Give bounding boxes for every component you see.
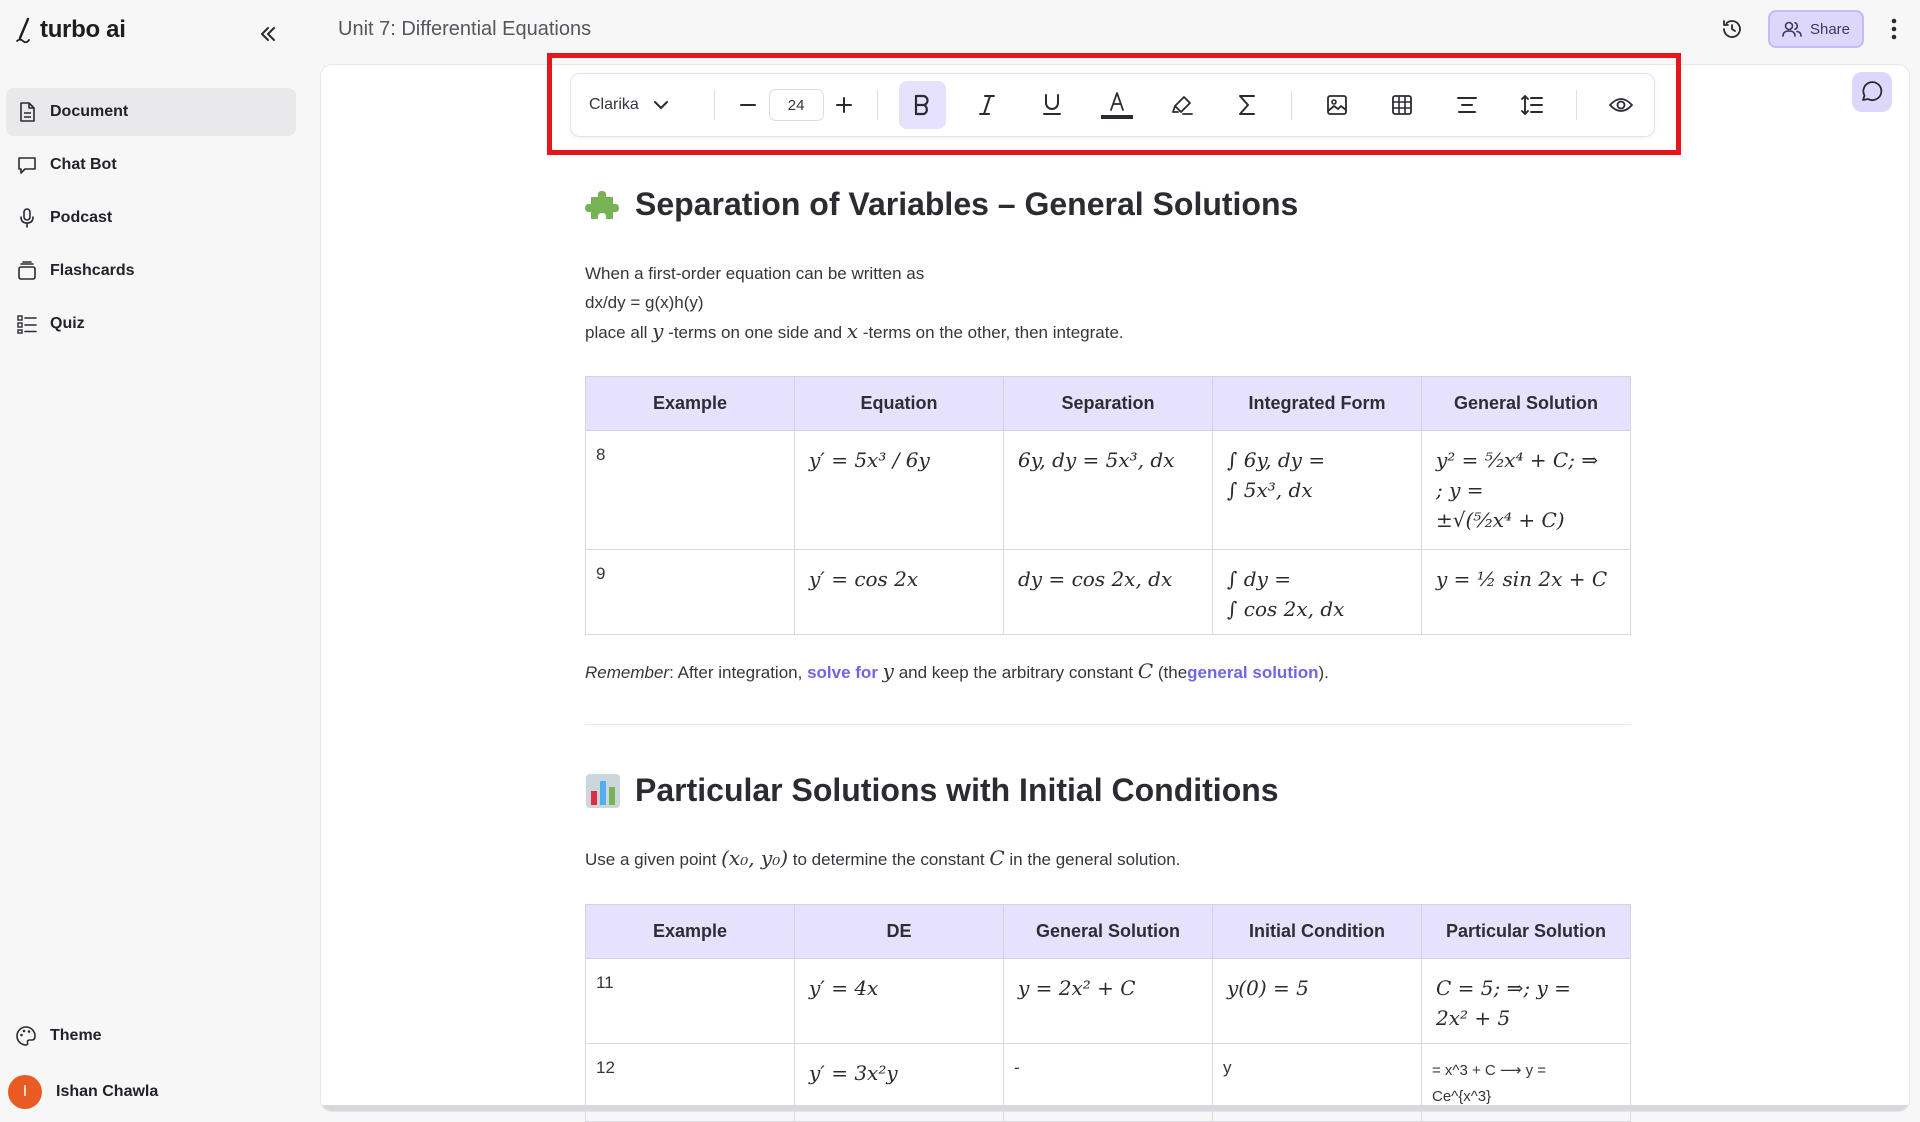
text-span: place all	[585, 323, 648, 342]
math-inline: y	[882, 659, 894, 683]
math-line: ∫ dy =	[1227, 567, 1291, 591]
table-header: General Solution	[1004, 905, 1213, 959]
table-cell[interactable]: y(0) = 5	[1213, 959, 1422, 1044]
sidebar	[0, 0, 304, 1122]
table-cell[interactable]: 12	[586, 1044, 795, 1122]
link-general-solution[interactable]: general solution	[1187, 663, 1319, 682]
sidebar-item-quiz[interactable]	[6, 300, 296, 348]
sigma-icon	[1237, 94, 1257, 116]
table-header: Initial Condition	[1213, 905, 1422, 959]
math-line: ∫ 6y, dy =	[1227, 448, 1326, 472]
text-span: to determine the constant	[792, 850, 985, 869]
divider	[585, 724, 1631, 725]
share-label: Share	[1809, 20, 1851, 38]
preview-button[interactable]	[1598, 81, 1645, 129]
toolbar-divider	[714, 90, 715, 120]
math-line: ; y =	[1436, 478, 1484, 502]
sidebar-item-label: Quiz	[50, 315, 85, 332]
table-header: Integrated Form	[1213, 377, 1422, 431]
microphone-icon	[16, 207, 38, 229]
text-line: = x^3 + C ⟶ y =	[1432, 1062, 1547, 1079]
sidebar-item-chat-bot[interactable]	[6, 141, 296, 189]
chevron-down-icon	[653, 100, 669, 110]
users-icon	[1782, 20, 1802, 38]
table-header: DE	[795, 905, 1004, 959]
line-spacing-icon	[1520, 94, 1544, 116]
math-inline: y	[652, 319, 664, 343]
checklist-icon	[16, 313, 38, 335]
share-button[interactable]	[1768, 10, 1864, 48]
math-inline: x	[846, 319, 859, 343]
message-circle-icon	[1859, 79, 1885, 105]
italic-icon	[977, 94, 997, 116]
table-header: General Solution	[1422, 377, 1631, 431]
history-icon	[1720, 17, 1744, 41]
theme-label: Theme	[50, 1027, 102, 1044]
general-solutions-table	[585, 376, 1631, 635]
document-title[interactable]: Unit 7: Differential Equations	[338, 18, 592, 40]
text-span: and keep the arbitrary constant	[898, 663, 1134, 682]
table-row	[586, 431, 1631, 550]
comments-button[interactable]	[1852, 72, 1892, 112]
section-heading[interactable]	[585, 186, 1298, 223]
table-cell[interactable]	[1422, 959, 1631, 1044]
paragraph[interactable]	[585, 259, 1124, 347]
sidebar-item-label: Chat Bot	[50, 156, 117, 173]
table-row	[586, 959, 1631, 1044]
sidebar-item-label: Podcast	[50, 209, 113, 226]
text-span: -terms on one side and	[668, 323, 843, 342]
chat-bubble-icon	[16, 154, 38, 176]
text-span: (the	[1157, 663, 1188, 682]
math-line: y² = ⁵⁄₂x⁴ + C; ⇒	[1436, 448, 1599, 472]
table-header: Equation	[795, 377, 1004, 431]
table-cell[interactable]	[1422, 431, 1631, 550]
table-cell[interactable]: y = ½ sin 2x + C	[1422, 550, 1631, 635]
font-family-select[interactable]	[571, 96, 702, 114]
user-profile[interactable]	[6, 1068, 296, 1116]
eye-icon	[1608, 95, 1634, 115]
increase-font-size-button[interactable]	[830, 81, 859, 129]
table-cell[interactable]: y = 2x² + C	[1004, 959, 1213, 1044]
insert-image-button[interactable]	[1313, 81, 1360, 129]
paragraph[interactable]	[585, 844, 1180, 874]
app-logo[interactable]	[14, 16, 126, 44]
theme-button[interactable]	[6, 1012, 296, 1060]
sidebar-item-flashcards[interactable]	[6, 247, 296, 295]
table-cell[interactable]: 6y, dy = 5x³, dx	[1004, 431, 1213, 550]
table-cell[interactable]: 9	[586, 550, 795, 635]
table-cell[interactable]: -	[1004, 1044, 1213, 1122]
text-span: ).	[1318, 663, 1329, 682]
insert-table-button[interactable]	[1378, 81, 1425, 129]
toolbar-divider	[1576, 90, 1577, 120]
text-span: Use a given point	[585, 850, 717, 869]
math-inline: C	[989, 846, 1005, 870]
collapse-sidebar-button[interactable]	[252, 18, 284, 50]
table-cell[interactable]: dy = cos 2x, dx	[1004, 550, 1213, 635]
format-toolbar	[570, 73, 1655, 137]
table-cell[interactable]: y′ = 3x²y	[795, 1044, 1004, 1122]
text-line: dx/dy = g(x)h(y)	[585, 293, 704, 312]
toolbar-divider	[877, 90, 878, 120]
table-header: Particular Solution	[1422, 905, 1631, 959]
table-cell[interactable]	[1422, 1044, 1631, 1122]
font-size-input[interactable]: 24	[769, 89, 824, 121]
math-line: ∫ cos 2x, dx	[1227, 597, 1345, 621]
palette-icon	[14, 1024, 38, 1048]
table-cell[interactable]: y′ = 4x	[795, 959, 1004, 1044]
bold-button[interactable]	[899, 81, 946, 129]
math-line: ∫ 5x³, dx	[1227, 478, 1313, 502]
image-icon	[1325, 93, 1349, 117]
sidebar-nav	[6, 88, 296, 353]
highlighter-icon	[1170, 93, 1194, 117]
cards-icon	[16, 260, 38, 282]
math-line: ±√(⁵⁄₂x⁴ + C)	[1436, 508, 1565, 532]
kebab-menu-icon	[1891, 18, 1897, 40]
minus-icon	[739, 96, 757, 114]
table-header: Separation	[1004, 377, 1213, 431]
sidebar-item-label: Document	[50, 103, 129, 120]
underline-button[interactable]	[1029, 81, 1076, 129]
text-line: When a first-order equation can be written as	[585, 264, 925, 283]
text-color-button[interactable]	[1094, 81, 1141, 129]
text-color-icon	[1101, 90, 1133, 120]
section-heading[interactable]	[585, 772, 1279, 809]
table-cell[interactable]: y′ = 5x³ / 6y	[795, 431, 1004, 550]
math-line: 2x² + 5	[1436, 1006, 1511, 1030]
table-cell[interactable]: y′ = cos 2x	[795, 550, 1004, 635]
table-cell[interactable]	[1213, 550, 1422, 635]
bold-icon	[912, 94, 932, 116]
text-span: in the general solution.	[1009, 850, 1181, 869]
history-button[interactable]	[1718, 15, 1746, 43]
document-icon	[16, 101, 38, 123]
header-actions	[1718, 10, 1902, 48]
highlighter-button[interactable]	[1159, 81, 1206, 129]
pen-logo-icon	[14, 16, 34, 44]
sidebar-item-podcast[interactable]	[6, 194, 296, 242]
remember-label: Remember	[585, 663, 670, 682]
table-cell[interactable]: y	[1213, 1044, 1422, 1122]
user-name: Ishan Chawla	[56, 1083, 159, 1100]
table-cell[interactable]	[1213, 431, 1422, 550]
underline-icon	[1042, 93, 1062, 117]
align-center-icon	[1456, 95, 1478, 115]
math-line: C = 5; ⇒; y =	[1436, 976, 1571, 1000]
sidebar-item-label: Flashcards	[50, 262, 135, 279]
avatar: I	[8, 1075, 42, 1109]
logo-text: turbo ai	[40, 16, 126, 43]
table-header: Example	[586, 377, 795, 431]
table-row	[586, 1044, 1631, 1122]
puzzle-piece-icon	[585, 187, 621, 223]
line-spacing-button[interactable]	[1508, 81, 1555, 129]
math-inline: (x₀, y₀)	[721, 846, 789, 870]
toolbar-divider	[1291, 90, 1292, 120]
particular-solutions-table	[585, 904, 1631, 1122]
text-line: Ce^{x^3}	[1432, 1088, 1492, 1105]
table-icon	[1390, 93, 1414, 117]
font-family-value: Clarika	[589, 96, 639, 113]
align-center-button[interactable]	[1443, 81, 1490, 129]
double-chevron-left-icon	[257, 23, 279, 45]
math-inline: C	[1137, 659, 1154, 683]
table-row	[586, 550, 1631, 635]
remember-paragraph[interactable]	[585, 657, 1329, 687]
sidebar-item-document[interactable]	[6, 88, 296, 136]
table-cell[interactable]: 8	[586, 431, 795, 550]
section-title: Particular Solutions with Initial Conditions	[635, 772, 1279, 808]
plus-icon	[835, 96, 853, 114]
link-solve-for[interactable]: solve for	[807, 663, 878, 682]
section-title: Separation of Variables – General Solutions	[635, 186, 1299, 222]
bar-chart-icon	[585, 773, 621, 809]
text-span: : After integration,	[669, 663, 803, 682]
text-span: -terms on the other, then integrate.	[862, 323, 1124, 342]
italic-button[interactable]	[964, 81, 1011, 129]
more-options-button[interactable]	[1886, 14, 1902, 44]
decrease-font-size-button[interactable]	[733, 81, 762, 129]
table-header: Example	[586, 905, 795, 959]
table-cell[interactable]: 11	[586, 959, 795, 1044]
equation-button[interactable]	[1223, 81, 1270, 129]
